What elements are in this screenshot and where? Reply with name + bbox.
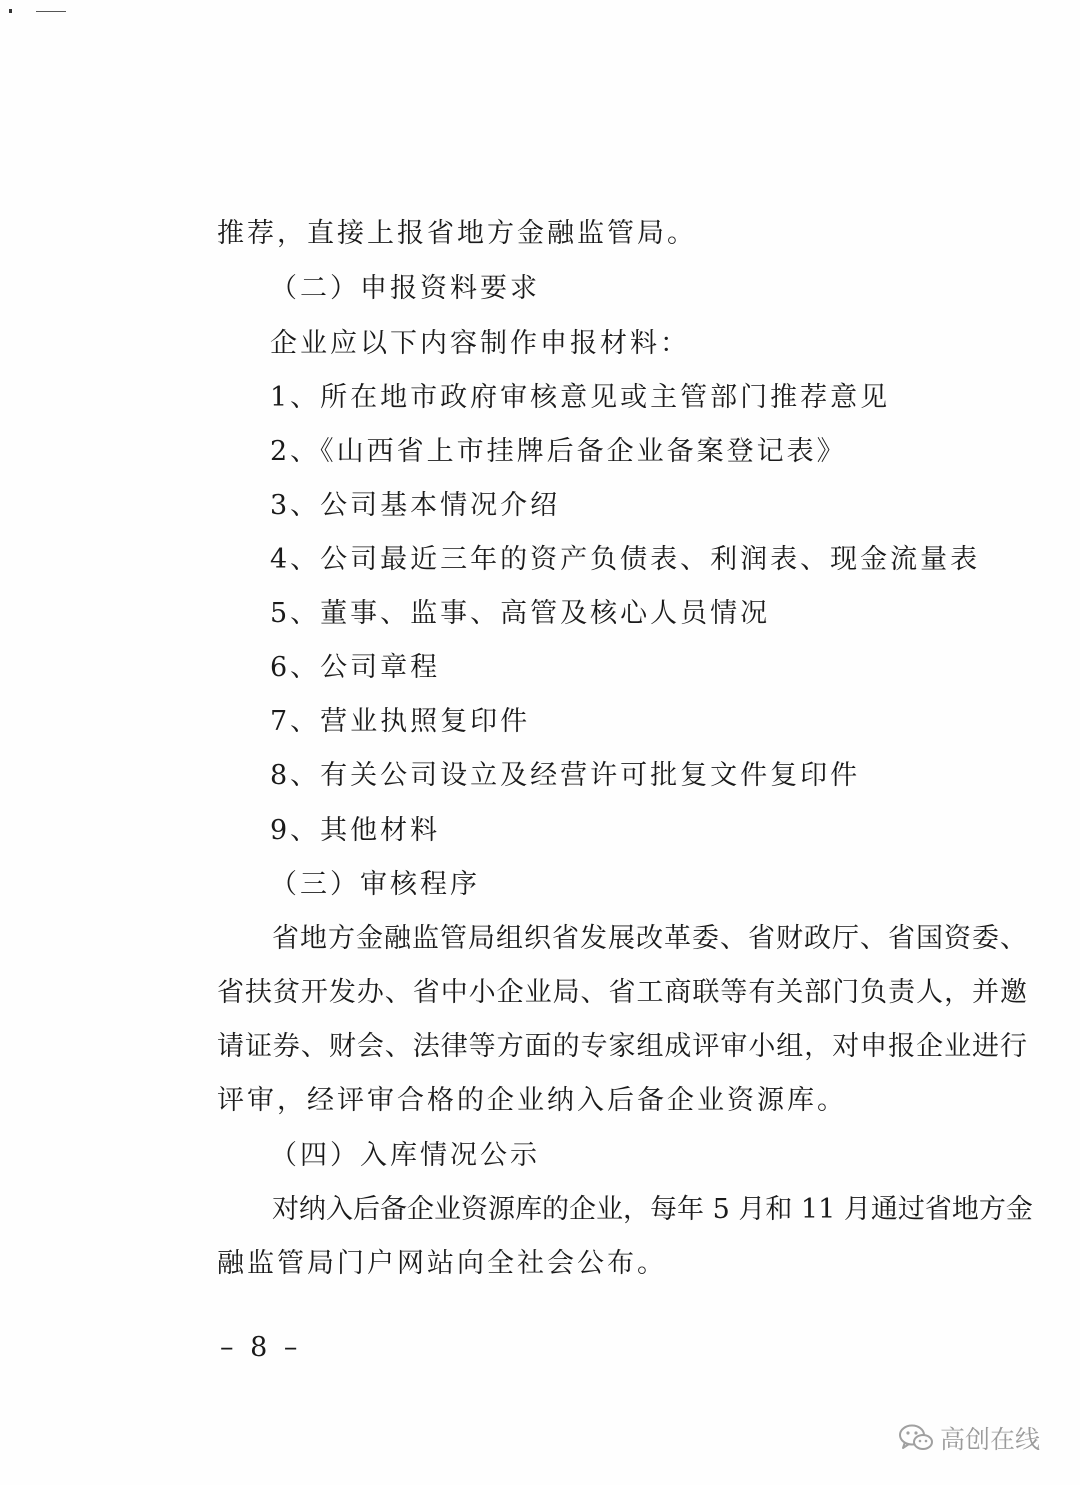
section-heading: （三）审核程序 (270, 869, 480, 900)
paragraph-line: 融监管局门户网站向全社会公布。 (217, 1248, 667, 1279)
scan-mark (36, 11, 66, 12)
list-item: 4、公司最近三年的资产负债表、利润表、现金流量表 (270, 544, 981, 575)
list-item: 7、营业执照复印件 (270, 706, 531, 737)
list-item: 3、公司基本情况介绍 (270, 490, 561, 521)
page-number: – 8 – (220, 1332, 302, 1363)
scan-mark (9, 9, 12, 13)
watermark (898, 1420, 1040, 1456)
section-heading: （四）入库情况公示 (270, 1140, 540, 1171)
paragraph-line: 评审，经评审合格的企业纳入后备企业资源库。 (217, 1085, 847, 1116)
list-item: 9、其他材料 (270, 815, 441, 846)
wechat-icon (898, 1423, 934, 1453)
list-item: 2、《山西省上市挂牌后备企业备案登记表》 (270, 436, 847, 467)
list-item: 6、公司章程 (270, 652, 441, 683)
list-item: 8、有关公司设立及经营许可批复文件复印件 (270, 760, 861, 791)
paragraph-line: 省扶贫开发办、省中小企业局、省工商联等有关部门负责人，并邀 (217, 977, 1027, 1008)
watermark-text: 高创在线 (940, 1425, 1041, 1454)
list-item: 1、所在地市政府审核意见或主管部门推荐意见 (270, 382, 891, 413)
paragraph-line: 省地方金融监管局组织省发展改革委、省财政厅、省国资委、 (272, 923, 1027, 954)
paragraph-line: 企业应以下内容制作申报材料： (270, 328, 690, 359)
list-item: 5、董事、监事、高管及核心人员情况 (270, 598, 771, 629)
section-heading: （二）申报资料要求 (270, 273, 540, 304)
paragraph-line: 请证券、财会、法律等方面的专家组成评审小组，对申报企业进行 (217, 1031, 1027, 1062)
paragraph-line: 推荐，直接上报省地方金融监管局。 (217, 218, 697, 249)
paragraph-line: 对纳入后备企业资源库的企业，每年 5 月和 11 月通过省地方金 (272, 1194, 1033, 1225)
